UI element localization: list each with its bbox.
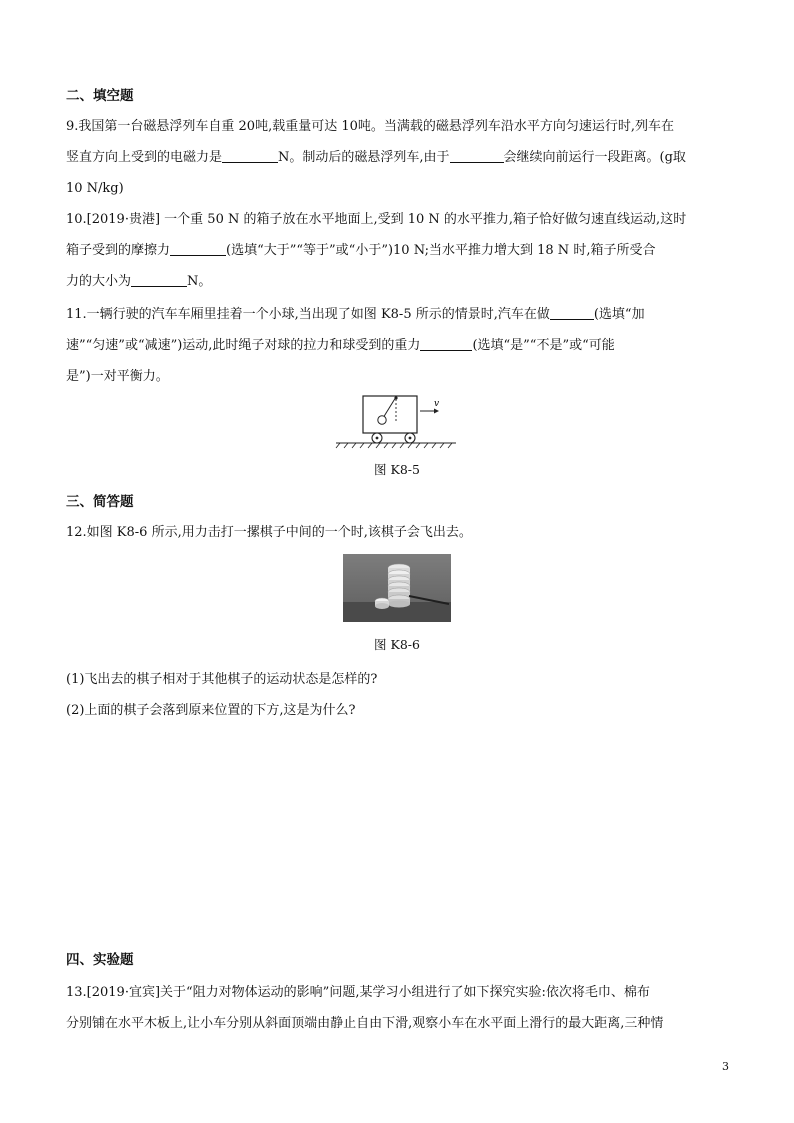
q9-text-c: 会继续向前运行一段距离。(g取 <box>503 150 686 165</box>
q11-line-2 <box>66 336 615 356</box>
q9-line-1: 9.我国第一台磁悬浮列车自重 20吨,载重量可达 10吨。当满载的磁悬浮列车沿水平方向匀速运行时,列车在 <box>66 119 675 134</box>
q9-line-2 <box>66 148 686 168</box>
section-title-experiment: 四、实验题 <box>66 952 134 968</box>
figure-k8-6-photo <box>343 554 451 622</box>
cart-body <box>363 396 417 433</box>
q10-line-1: 10.[2019·贵港] 一个重 50 N 的箱子放在水平地面上,受到 10 N 的水平推力,箱子恰好做匀速直线运动,这时 <box>66 212 687 227</box>
q10-text-d: N。 <box>187 274 212 289</box>
q9-text-b: N。制动后的磁悬浮列车,由于 <box>278 150 450 165</box>
page-number: 3 <box>722 1060 729 1073</box>
q12-subquestion-2: (2)上面的棋子会落到原来位置的下方,这是为什么? <box>66 703 356 718</box>
q10-blank-2[interactable] <box>131 272 187 287</box>
q10-blank-1[interactable] <box>170 241 226 256</box>
section-title-short-answer: 三、简答题 <box>66 494 134 510</box>
q12-line-1: 12.如图 K8-6 所示,用力击打一摞棋子中间的一个时,该棋子会飞出去。 <box>66 525 472 540</box>
figure-k8-5-cart <box>334 395 458 449</box>
q10-line-3 <box>66 272 211 292</box>
q13-line-2: 分别铺在水平木板上,让小车分别从斜面顶端由静止自由下滑,观察小车在水平面上滑行的最大距离,三种情 <box>66 1016 664 1031</box>
q10-line-2 <box>66 241 655 261</box>
q9-blank-2[interactable] <box>450 148 504 163</box>
q11-text-c: 速”“匀速”或“减速”)运动,此时绳子对球的拉力和球受到的重力 <box>66 338 421 353</box>
q10-text-b: (选填“大于”“等于”或“小于”)10 N;当水平推力增大到 18 N 时,箱子所受合 <box>226 243 656 258</box>
figure-k8-6-caption: 图 K8-6 <box>374 637 420 652</box>
q11-blank-1[interactable] <box>550 305 594 320</box>
wheel-left-hub <box>376 437 379 440</box>
q11-text-a: 11.一辆行驶的汽车车厢里挂着一个小球,当出现了如图 K8-5 所示的情景时,汽车在做 <box>66 307 550 322</box>
q11-text-d: (选填“是”“不是”或“可能 <box>472 338 615 353</box>
wheel-right-hub <box>409 437 412 440</box>
ground-hatching <box>336 443 452 448</box>
velocity-arrowhead <box>434 409 439 414</box>
figure-k8-5-caption: 图 K8-5 <box>374 462 420 477</box>
flying-chess-piece <box>375 598 389 609</box>
q10-text-a: 箱子受到的摩擦力 <box>66 243 171 258</box>
section-title-fill-in: 二、填空题 <box>66 88 134 104</box>
q11-line-3: 是”)一对平衡力。 <box>66 369 169 384</box>
q9-blank-1[interactable] <box>222 148 278 163</box>
q13-line-1: 13.[2019·宜宾]关于“阻力对物体运动的影响”问题,某学习小组进行了如下探究实验:依次将毛巾、棉布 <box>66 985 650 1000</box>
hanging-ball <box>378 416 386 424</box>
q9-line-3: 10 N/kg) <box>66 181 124 196</box>
q11-blank-2[interactable] <box>420 336 472 351</box>
chess-piece-stack <box>388 564 410 608</box>
q12-subquestion-1: (1)飞出去的棋子相对于其他棋子的运动状态是怎样的? <box>66 672 378 687</box>
q11-text-b: (选填“加 <box>593 307 645 322</box>
pendulum-string <box>383 397 396 418</box>
q10-text-c: 力的大小为 <box>66 274 132 289</box>
q11-line-1 <box>66 305 645 325</box>
q9-text-a: 竖直方向上受到的电磁力是 <box>66 150 223 165</box>
velocity-label: v <box>434 399 440 409</box>
